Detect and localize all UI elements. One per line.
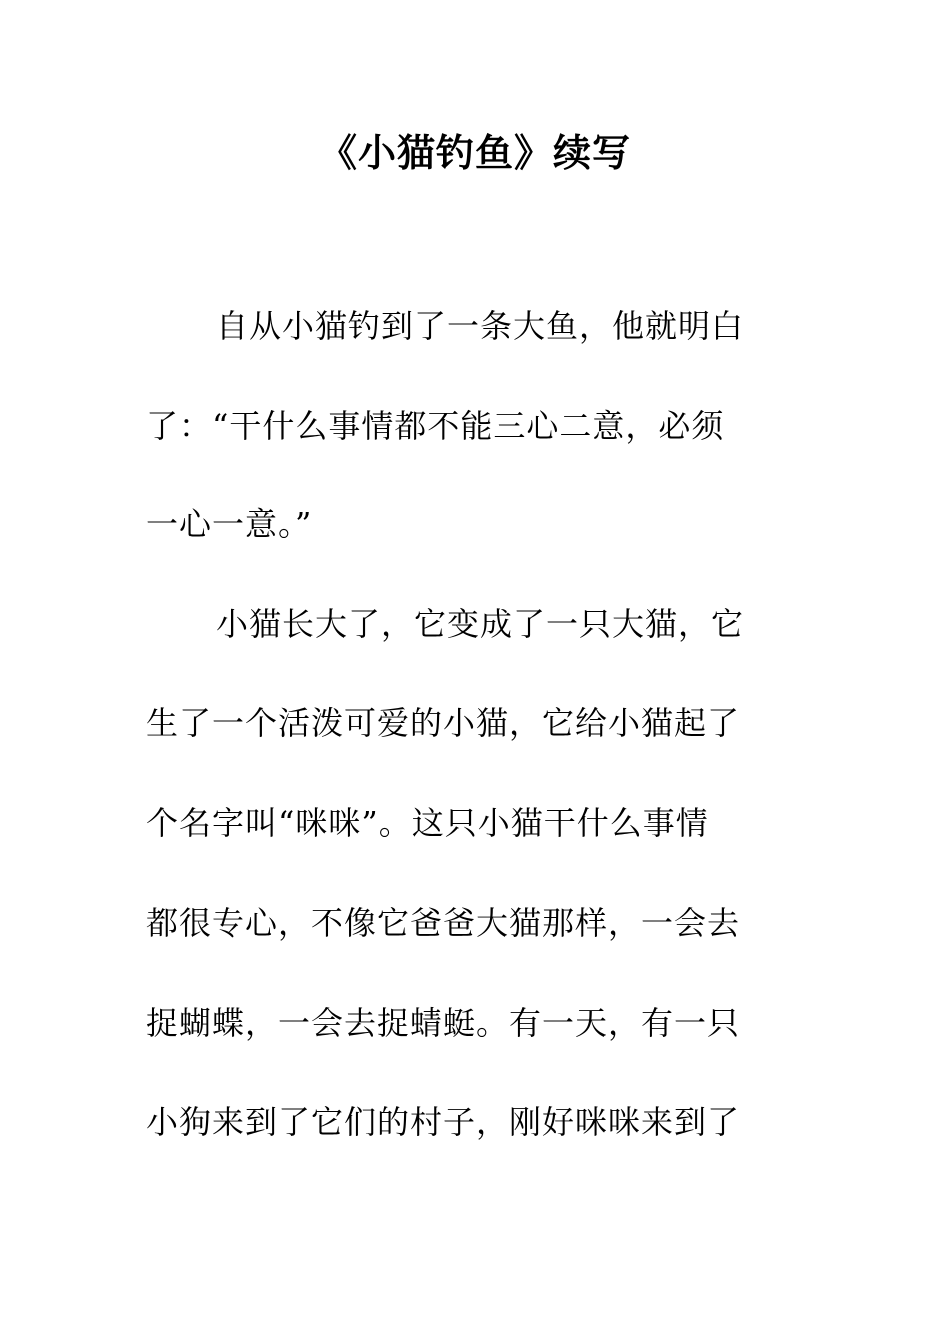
paragraph-1-line-2: 了：“干什么事情都不能三心二意，必须 [146,407,725,445]
paragraph-1-line-3: 一心一意。” [146,505,313,543]
document-title: 《小猫钓鱼》续写 [318,130,631,175]
paragraph-2-line-5: 捉蝴蝶，一会去捉蜻蜓。有一天，有一只 [146,1004,741,1042]
paragraph-2-line-2: 生了一个活泼可爱的小猫，它给小猫起了 [146,704,741,742]
paragraph-2-line-6: 小狗来到了它们的村子，刚好咪咪来到了 [146,1103,741,1141]
paragraph-1-line-1: 自从小猫钓到了一条大鱼，他就明白 [216,307,745,345]
paragraph-2-line-4: 都很专心，不像它爸爸大猫那样，一会去 [146,904,741,942]
paragraph-2-line-3: 个名字叫“咪咪”。这只小猫干什么事情 [146,804,709,842]
paragraph-2-line-1: 小猫长大了，它变成了一只大猫，它 [216,605,745,643]
